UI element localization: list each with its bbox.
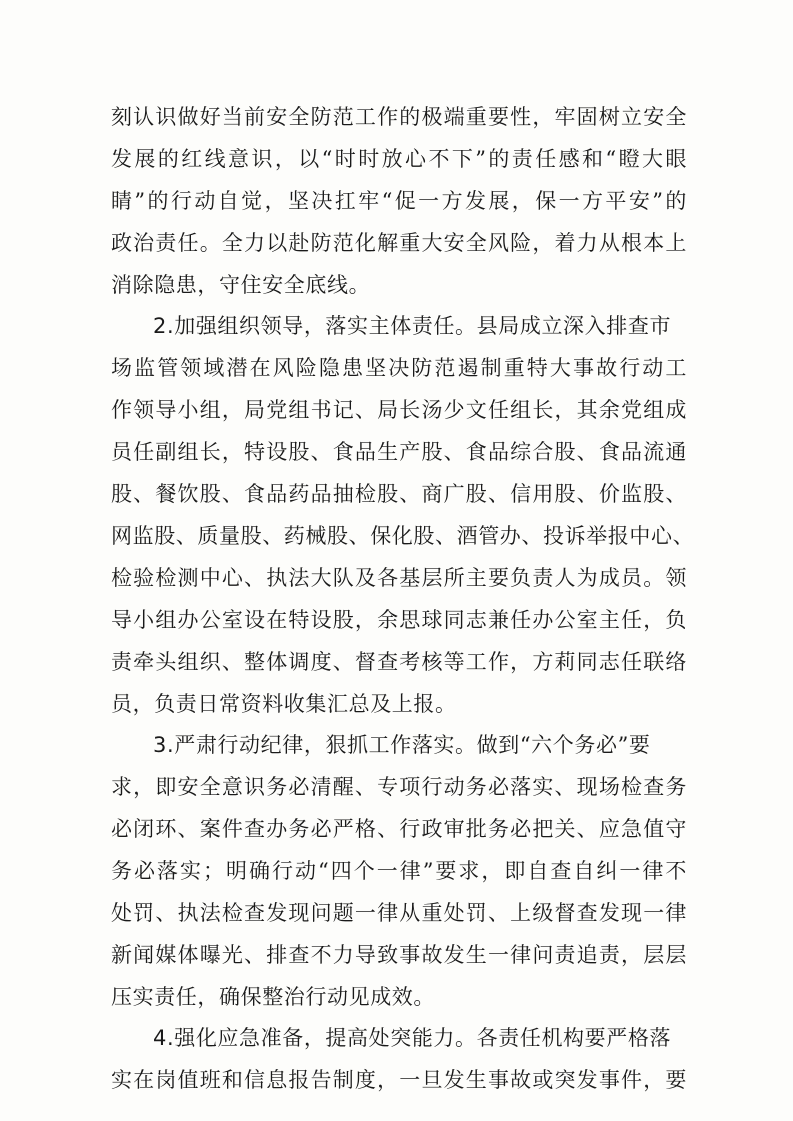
text-line: 求，即安全意识务必清醒、专项行动务必落实、现场检查务 [111, 775, 687, 799]
text-line: 处罚、执法检查发现问题一律从重处罚、上级督查发现一律 [111, 901, 687, 925]
section-heading-3: 3.严肃行动纪律，狠抓工作落实。 [153, 733, 477, 757]
paragraph-2-first-line [153, 313, 687, 339]
text-line: 实在岗值班和信息报告制度，一旦发生事故或突发事件，要 [111, 1068, 687, 1092]
text-line: 导小组办公室设在特设股，余思球同志兼任办公室主任，负 [111, 608, 687, 632]
text-line: 政治责任。全力以赴防范化解重大安全风险，着力从根本上 [111, 231, 687, 255]
text-line: 作领导小组，局党组书记、局长汤少文任组长，其余党组成 [111, 398, 687, 422]
text-line: 场监管领域潜在风险隐患坚决防范遏制重特大事故行动工 [111, 356, 687, 380]
paragraph-3-first-line [153, 732, 687, 758]
text-line: 检验检测中心、执法大队及各基层所主要负责人为成员。领 [111, 566, 687, 590]
text-line: 做到“六个务必”要 [476, 733, 651, 757]
text-line: 压实责任，确保整治行动见成效。 [111, 985, 435, 1009]
text-line: 必闭环、案件查办务必严格、行政审批务必把关、应急值守 [111, 817, 687, 841]
text-line: 股、餐饮股、食品药品抽检股、商广股、信用股、价监股、 [111, 482, 687, 506]
text-line: 网监股、质量股、药械股、保化股、酒管办、投诉举报中心、 [111, 524, 695, 548]
paragraph-4-first-line [153, 1025, 687, 1051]
text-line: 睛”的行动自觉，坚决扛牢“促一方发展，保一方平安”的 [111, 189, 687, 213]
text-line: 发展的红线意识，以“时时放心不下”的责任感和“瞪大眼 [111, 147, 687, 171]
text-line: 消除隐患，守住安全底线。 [111, 273, 371, 297]
section-heading-4: 4.强化应急准备，提高处突能力。 [153, 1026, 477, 1050]
text-line: 员，负责日常资料收集汇总及上报。 [111, 692, 457, 716]
text-line: 各责任机构要严格落 [476, 1026, 672, 1050]
text-line: 县局成立深入排查市 [476, 314, 672, 338]
text-line: 刻认识做好当前安全防范工作的极端重要性，牢固树立安全 [111, 105, 687, 129]
section-heading-2: 2.加强组织领导，落实主体责任。 [153, 314, 477, 338]
text-line: 员任副组长，特设股、食品生产股、食品综合股、食品流通 [111, 440, 687, 464]
text-line: 新闻媒体曝光、排查不力导致事故发生一律问责追责，层层 [111, 943, 687, 967]
text-line: 责牵头组织、整体调度、督查考核等工作，方莉同志任联络 [111, 650, 687, 674]
text-line: 务必落实；明确行动“四个一律”要求，即自查自纠一律不 [111, 859, 687, 883]
